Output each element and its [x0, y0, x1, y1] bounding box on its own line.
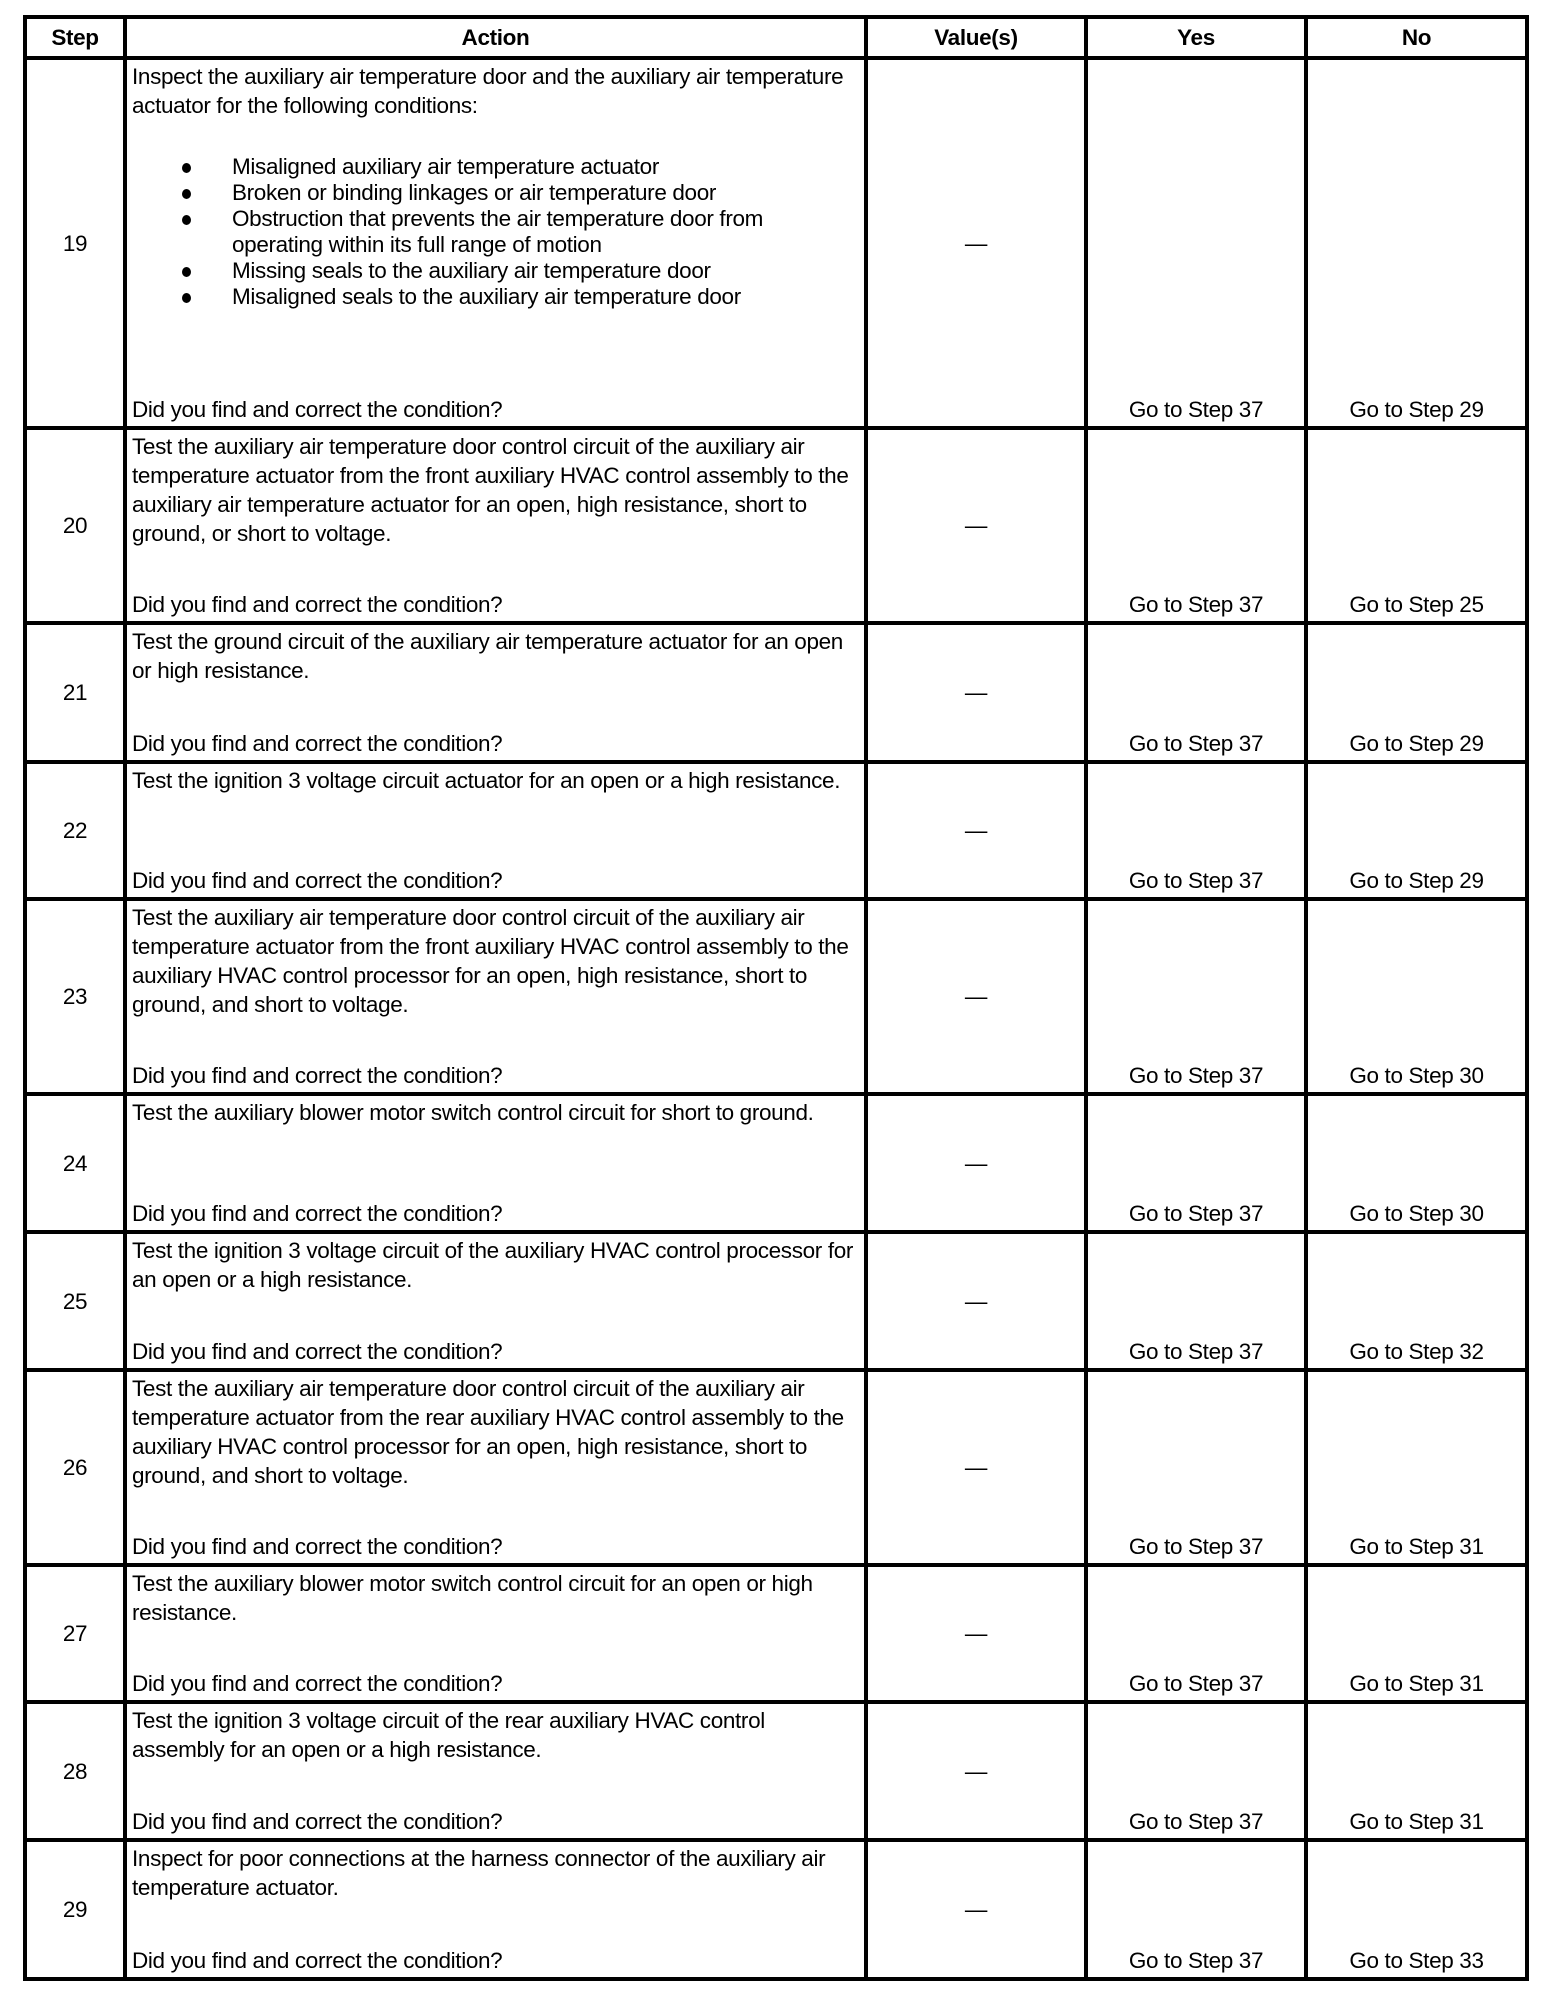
action-text: Test the auxiliary blower motor switch control circuit for an open or high resistance.	[132, 1571, 813, 1625]
no-result: Go to Step 31	[1306, 1565, 1527, 1702]
action-text: Test the ignition 3 voltage circuit actuator for an open or a high resistance.	[132, 768, 841, 793]
header-action: Action	[125, 17, 866, 58]
action-question: Did you find and correct the condition?	[132, 1534, 503, 1559]
header-yes: Yes	[1086, 17, 1306, 58]
yes-result: Go to Step 37	[1086, 623, 1306, 762]
value-cell: —	[866, 762, 1086, 899]
step-number: 27	[25, 1565, 125, 1702]
step-number: 21	[25, 623, 125, 762]
action-cell	[125, 1565, 866, 1702]
action-cell	[125, 762, 866, 899]
yes-result: Go to Step 37	[1086, 1702, 1306, 1840]
value-cell: —	[866, 1840, 1086, 1979]
action-cell	[125, 58, 866, 428]
action-text: Test the auxiliary blower motor switch control circuit for short to ground.	[132, 1100, 814, 1125]
action-text: Test the ignition 3 voltage circuit of the rear auxiliary HVAC control assembly for an open or a high resistance.	[132, 1708, 765, 1762]
action-question: Did you find and correct the condition?	[132, 1671, 503, 1696]
action-text: Test the auxiliary air temperature door control circuit of the auxiliary air temperature actuator from the front auxiliary HVAC control assembly to the auxiliary air temperature actuator for an open, high resistance, short to ground, or short to voltage.	[132, 434, 849, 546]
step-number: 29	[25, 1840, 125, 1979]
no-result: Go to Step 25	[1306, 428, 1527, 623]
yes-result: Go to Step 37	[1086, 58, 1306, 428]
step-number: 28	[25, 1702, 125, 1840]
yes-result: Go to Step 37	[1086, 762, 1306, 899]
condition-item: Obstruction that prevents the air temperature door from operating within its full range of motion	[232, 206, 858, 258]
action-question: Did you find and correct the condition?	[132, 1201, 503, 1226]
no-result: Go to Step 29	[1306, 623, 1527, 762]
yes-result: Go to Step 37	[1086, 1840, 1306, 1979]
action-text: Test the ground circuit of the auxiliary air temperature actuator for an open or high resistance.	[132, 629, 843, 683]
action-cell	[125, 1702, 866, 1840]
table-row	[25, 623, 1527, 762]
step-number: 19	[25, 58, 125, 428]
value-cell: —	[866, 428, 1086, 623]
value-cell: —	[866, 1094, 1086, 1232]
diagnostic-table	[23, 15, 1529, 1981]
table-row	[25, 1840, 1527, 1979]
table-row	[25, 428, 1527, 623]
table-row	[25, 58, 1527, 428]
value-cell: —	[866, 1232, 1086, 1370]
action-question: Did you find and correct the condition?	[132, 1063, 503, 1088]
no-result: Go to Step 32	[1306, 1232, 1527, 1370]
header-no: No	[1306, 17, 1527, 58]
action-question: Did you find and correct the condition?	[132, 1809, 503, 1834]
action-question: Did you find and correct the condition?	[132, 1339, 503, 1364]
no-result: Go to Step 29	[1306, 762, 1527, 899]
action-cell	[125, 1232, 866, 1370]
no-result: Go to Step 31	[1306, 1702, 1527, 1840]
action-cell	[125, 1840, 866, 1979]
header-row	[25, 17, 1527, 58]
no-result: Go to Step 31	[1306, 1370, 1527, 1565]
yes-result: Go to Step 37	[1086, 1232, 1306, 1370]
condition-item: Misaligned seals to the auxiliary air temperature door	[232, 284, 858, 310]
action-question: Did you find and correct the condition?	[132, 731, 503, 756]
table-row	[25, 762, 1527, 899]
condition-item: Missing seals to the auxiliary air temperature door	[232, 258, 858, 284]
header-step: Step	[25, 17, 125, 58]
yes-result: Go to Step 37	[1086, 1565, 1306, 1702]
step-number: 25	[25, 1232, 125, 1370]
value-cell: —	[866, 1370, 1086, 1565]
no-result: Go to Step 30	[1306, 899, 1527, 1094]
step-number: 26	[25, 1370, 125, 1565]
table-row	[25, 1232, 1527, 1370]
yes-result: Go to Step 37	[1086, 1094, 1306, 1232]
action-question: Did you find and correct the condition?	[132, 592, 503, 617]
condition-item: Broken or binding linkages or air temperature door	[232, 180, 858, 206]
no-result: Go to Step 30	[1306, 1094, 1527, 1232]
action-text: Test the auxiliary air temperature door control circuit of the auxiliary air temperature actuator from the rear auxiliary HVAC control assembly to the auxiliary HVAC control processor for an open, high resistance, short to ground, and short to voltage.	[132, 1376, 844, 1488]
condition-item: Misaligned auxiliary air temperature actuator	[232, 154, 858, 180]
action-question: Did you find and correct the condition?	[132, 868, 503, 893]
table-row	[25, 1094, 1527, 1232]
value-cell: —	[866, 899, 1086, 1094]
action-text: Test the ignition 3 voltage circuit of the auxiliary HVAC control processor for an open or a high resistance.	[132, 1238, 854, 1292]
yes-result: Go to Step 37	[1086, 899, 1306, 1094]
action-text: Inspect for poor connections at the harness connector of the auxiliary air temperature actuator.	[132, 1846, 826, 1900]
table-row	[25, 1702, 1527, 1840]
action-text: Test the auxiliary air temperature door control circuit of the auxiliary air temperature actuator from the front auxiliary HVAC control assembly to the auxiliary HVAC control processor for an open, high resistance, short to ground, and short to voltage.	[132, 905, 849, 1017]
no-result: Go to Step 33	[1306, 1840, 1527, 1979]
condition-list	[132, 154, 858, 310]
action-cell	[125, 1370, 866, 1565]
step-number: 24	[25, 1094, 125, 1232]
action-cell	[125, 1094, 866, 1232]
action-text: Inspect the auxiliary air temperature door and the auxiliary air temperature actuator for the following conditions:	[132, 64, 844, 118]
value-cell: —	[866, 1565, 1086, 1702]
step-number: 23	[25, 899, 125, 1094]
value-cell: —	[866, 1702, 1086, 1840]
action-question: Did you find and correct the condition?	[132, 397, 503, 422]
value-cell: —	[866, 58, 1086, 428]
action-cell	[125, 899, 866, 1094]
value-cell: —	[866, 623, 1086, 762]
header-values: Value(s)	[866, 17, 1086, 58]
action-cell	[125, 623, 866, 762]
table-row	[25, 1370, 1527, 1565]
step-number: 22	[25, 762, 125, 899]
no-result: Go to Step 29	[1306, 58, 1527, 428]
table-row	[25, 1565, 1527, 1702]
action-cell	[125, 428, 866, 623]
yes-result: Go to Step 37	[1086, 1370, 1306, 1565]
table-row	[25, 899, 1527, 1094]
yes-result: Go to Step 37	[1086, 428, 1306, 623]
step-number: 20	[25, 428, 125, 623]
action-question: Did you find and correct the condition?	[132, 1948, 503, 1973]
